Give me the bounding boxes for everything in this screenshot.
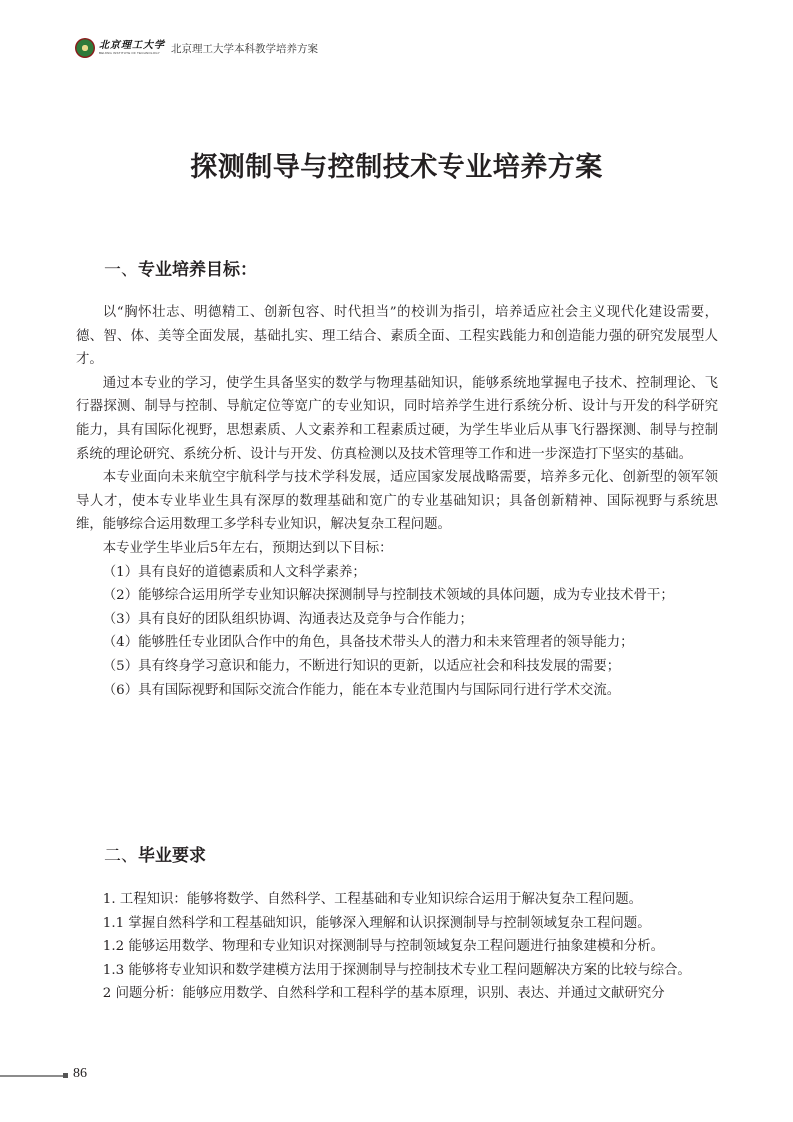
document-title: 探测制导与控制技术专业培养方案 [190,152,603,183]
paragraph-orientation: 本专业面向未来航空宇航科学与技术学科发展，适应国家发展战略需要，培养多元化、创新型的领军领导人才，使本专业毕业生具有深厚的数理基础和宽广的专业基础知识；具备创新精神、国际视野与系统思维，能够综合运用数理工多学科专业知识，解决复杂工程问题。 [76,470,718,533]
requirement-1: 1. 工程知识：能够将数学、自然科学、工程基础和专业知识综合运用于解决复杂工程问题。 [102,892,643,907]
running-title: 北京理工大学本科教学培养方案 [171,42,318,55]
goal-item-4: （4）能够胜任专业团队合作中的角色，具备技术带头人的潜力和未来管理者的领导能力； [102,635,634,651]
footer-square-marker [63,1073,68,1078]
goal-item-1: （1）具有良好的道德素质和人文科学素养； [102,564,366,580]
goal-item-3: （3）具有良好的团队组织协调、沟通表达及竞争与合作能力； [102,611,473,627]
section-number: 二、 [104,846,138,866]
goal-item-6: （6）具有国际视野和国际交流合作能力，能在本专业范围内与国际同行进行学术交流。 [102,682,621,698]
requirement-1-1: 1.1 掌握自然科学和工程基础知识，能够深入理解和认识探测制导与控制领域复杂工程问题。 [102,915,651,931]
requirement-1-2: 1.2 能够运用数学、物理和专业知识对探测制导与控制领域复杂工程问题进行抽象建模和分析。 [102,939,664,955]
page-number: 86 [73,1066,87,1081]
goal-item-5: （5）具有终身学习意识和能力，不断进行知识的更新，以适应社会和科技发展的需要； [102,658,621,674]
section-body-objectives [76,301,718,702]
section-title: 毕业要求 [138,846,206,866]
section-heading-graduation-requirements [104,841,206,866]
university-logo [99,41,165,55]
requirement-1-3: 1.3 能够将专业知识和数学建模方法用于探测制导与控制技术专业工程问题解决方案的比较与综合。 [102,962,691,978]
section-heading-objectives [104,255,257,280]
footer-rule [0,1075,64,1077]
paragraph-five-year-goals-intro: 本专业学生毕业后5年左右，预期达到以下目标： [102,540,393,556]
section-body-graduation-requirements [76,888,718,1006]
logo-chinese-name: 北京理工大学 [99,40,165,51]
paragraph-motto: 以“胸怀壮志、明德精工、创新包容、时代担当”的校训为指引，培养适应社会主义现代化建设需要，德、智、体、美等全面发展，基础扎实、理工结合、素质全面、工程实践能力和创造能力强的研究发展型人才。 [76,305,718,368]
university-emblem-icon [75,38,95,58]
goal-item-2: （2）能够综合运用所学专业知识解决探测制导与控制技术领域的具体问题，成为专业技术骨干； [102,588,674,604]
section-title: 专业培养目标： [138,260,257,280]
logo-english-name: BEIJING INSTITUTE OF TECHNOLOGY [99,51,160,55]
running-header [75,37,318,59]
paragraph-study-outcomes: 通过本专业的学习，使学生具备坚实的数学与物理基础知识，能够系统地掌握电子技术、控制理论、飞行器探测、制导与控制、导航定位等宽广的专业知识，同时培养学生进行系统分析、设计与开发的科学研究能力，具有国际化视野，思想素质、人文素养和工程素质过硬，为学生毕业后从事飞行器探测、制导与控制系统的理论研究、系统分析、设计与开发、仿真检测以及技术管理等工作和进一步深造打下坚实的基础。 [76,375,718,462]
section-number: 一、 [104,260,138,280]
requirement-2: 2 问题分析：能够应用数学、自然科学和工程科学的基本原理，识别、表达、并通过文献研究分 [102,986,665,1002]
